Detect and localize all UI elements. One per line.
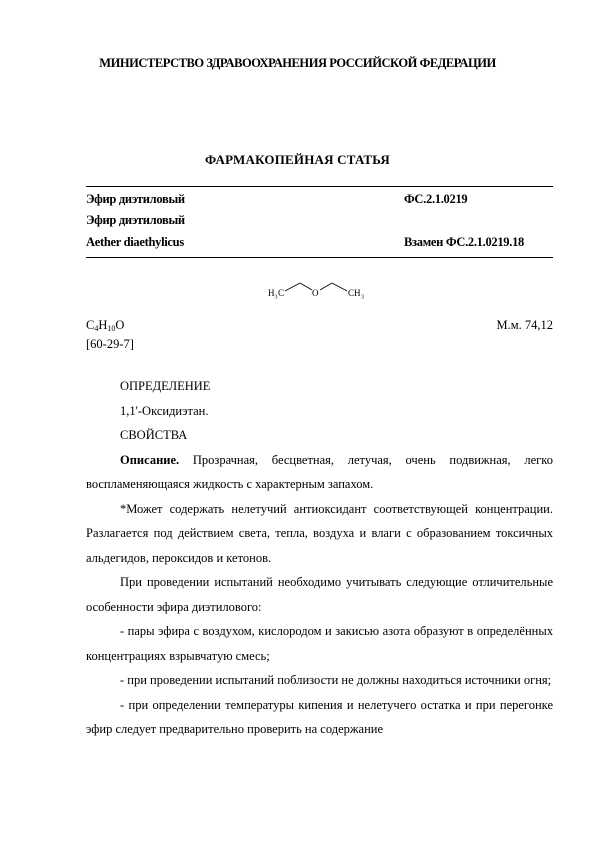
antioxidant-paragraph: *Может содержать нелетучий антиоксидант соответствующей концентрации. Разлагается под действием света, тепла, воздуха и влаги с образованием токсичных альдегидов, пероксидов и кетонов.: [86, 501, 553, 565]
structure-right-sub: 3: [361, 294, 364, 301]
header-bottom-rule: [86, 257, 553, 258]
bond-2: [300, 283, 312, 290]
description-text: Прозрачная, бесцветная, летучая, очень подвижная, легко воспламеняющаяся жидкость с характерным запахом.: [86, 452, 553, 491]
substance-name-latin: Aether diaethylicus: [86, 235, 184, 249]
definition-text: 1,1'-Оксидиэтан.: [120, 403, 209, 418]
properties-heading: СВОЙСТВА: [120, 428, 188, 442]
article-body: [86, 374, 553, 742]
substance-name-ru: Эфир диэтиловый: [86, 192, 185, 206]
list-item: - пары эфира с воздухом, кислородом и закисью азота образуют в определённых концентрациях взрывчатую смесь;: [86, 624, 553, 663]
testing-intro-paragraph: При проведении испытаний необходимо учитывать следующие отличительные особенности эфира диэтилового:: [86, 575, 553, 614]
list-item: - при определении температуры кипения и нелетучего остатка и при перегонке эфир следует предварительно проверить на содержание: [86, 697, 553, 736]
structure-left-c: C: [278, 288, 285, 298]
bond-1: [285, 283, 300, 291]
structure-left-sub: 3: [274, 294, 278, 301]
formula-o: O: [115, 318, 125, 332]
formula-h-count: 10: [107, 324, 116, 333]
cas-number: [60-29-7]: [86, 337, 134, 351]
structure-left-h: H: [268, 288, 275, 298]
description-label: Описание.: [120, 452, 180, 467]
fs-number: ФС.2.1.0219: [404, 192, 468, 206]
definition-heading: ОПРЕДЕЛЕНИЕ: [120, 379, 211, 393]
description-paragraph: [86, 448, 553, 497]
article-type-title: ФАРМАКОПЕЙНАЯ СТАТЬЯ: [205, 152, 390, 167]
structure-oxygen: O: [312, 288, 319, 298]
ministry-heading: МИНИСТЕРСТВО ЗДРАВООХРАНЕНИЯ РОССИЙСКОЙ ФЕДЕРАЦИИ: [99, 56, 496, 70]
structural-formula: [262, 274, 372, 304]
replaces-fs: Взамен ФС.2.1.0219.18: [404, 235, 524, 249]
molecular-weight: М.м. 74,12: [496, 318, 553, 332]
structure-right-ch: CH: [348, 288, 361, 298]
header-top-rule: [86, 186, 553, 187]
formula-h: H: [98, 318, 108, 332]
substance-name-ru-alt: Эфир диэтиловый: [86, 213, 185, 227]
molecular-formula: [86, 318, 124, 333]
bond-3: [320, 283, 332, 290]
bond-4: [332, 283, 347, 291]
formula-c: C: [86, 318, 95, 332]
formula-c-count: 4: [94, 324, 99, 333]
list-item: - при проведении испытаний поблизости не должны находиться источники огня;: [120, 673, 552, 687]
